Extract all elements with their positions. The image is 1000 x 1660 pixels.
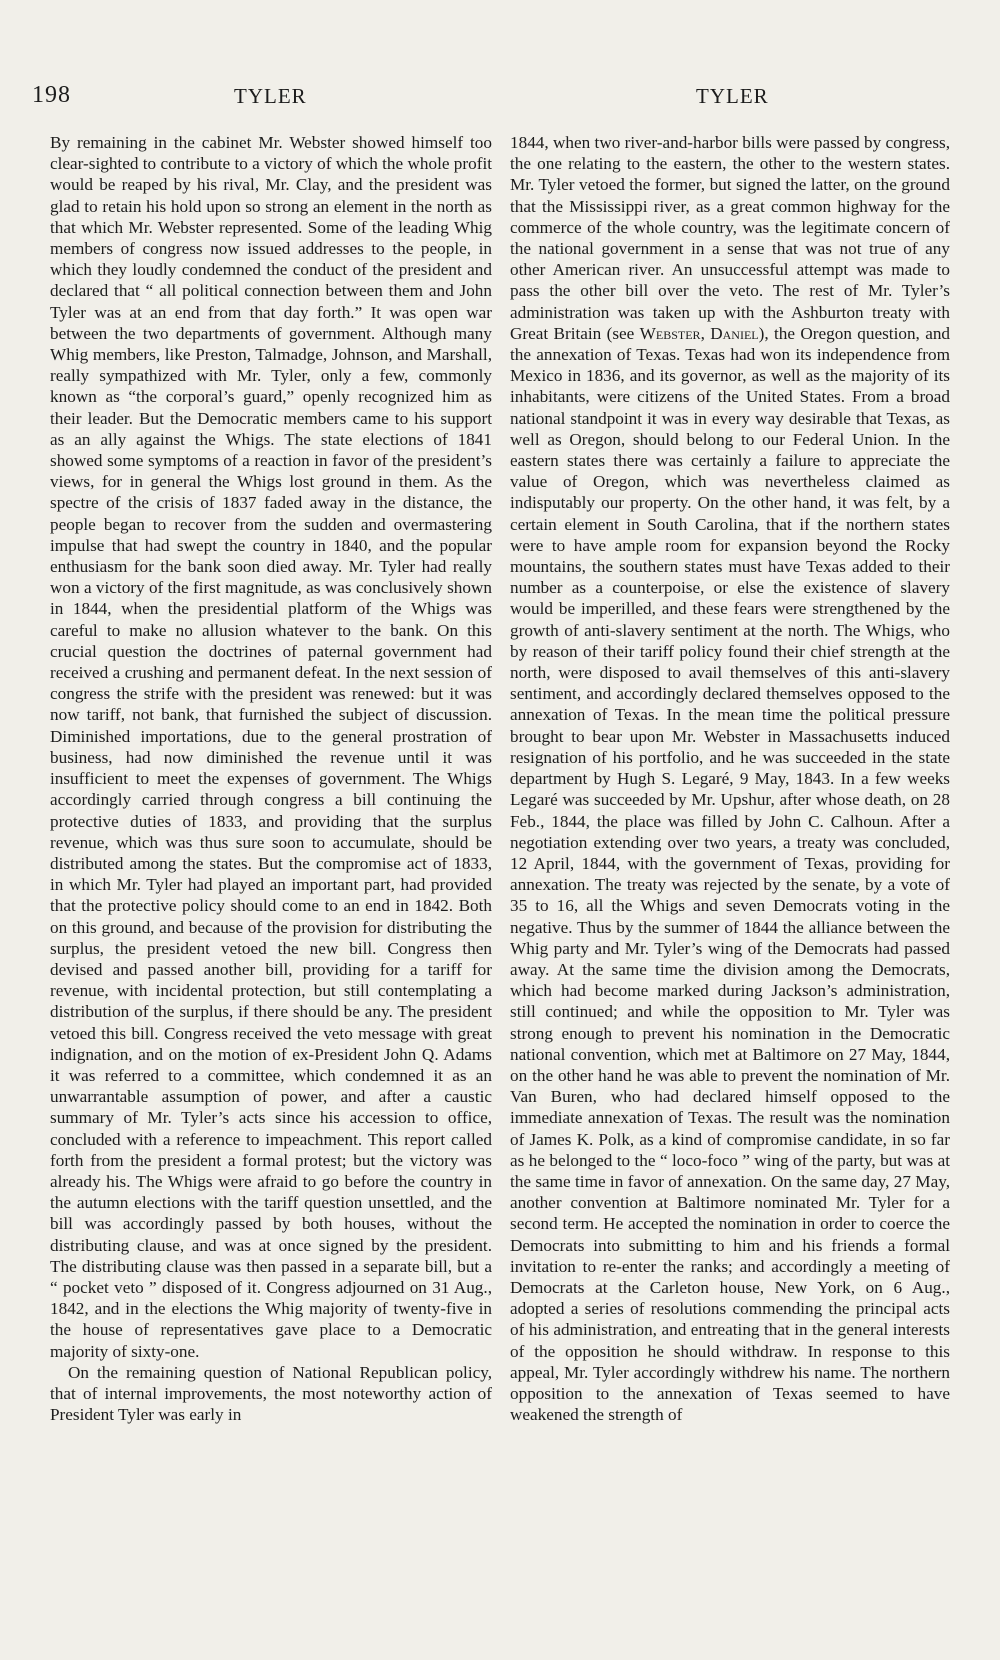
right-paragraph (510, 132, 950, 1425)
right-column (510, 132, 950, 1425)
cross-reference-webster: Webster, Daniel (639, 323, 759, 343)
page-number: 198 (32, 82, 71, 108)
left-paragraph-1: By remaining in the cabinet Mr. Webster showed himself too clear-sighted to contribute to a victory of which the whole profit would be reaped by his rival, Mr. Clay, and the president was glad to retain his hold upon so strong an element in the north as that which Mr. Webster represented. Some of the leading Whig members of congress now issued addresses to the people, in which they loudly condemned the conduct of the president and declared that “ all political connection between them and John Tyler was at an end from that day forth.” It was open war between the two departments of government. Although many Whig members, like Preston, Talmadge, Johnson, and Marshall, really sympathized with Mr. Tyler, only a few, commonly known as “the corporal’s guard,” openly recognized him as their leader. But the Democratic members came to his support as an ally against the Whigs. The state elections of 1841 showed some symptoms of a reaction in favor of the president’s views, for in general the Whigs lost ground in them. As the spectre of the crisis of 1837 faded away in the distance, the people began to recover from the sudden and overmastering impulse that had swept the country in 1840, and the popular enthusiasm for the bank soon died away. Mr. Tyler had really won a victory of the first magnitude, as was conclusively shown in 1844, when the presidential platform of the Whigs was careful to make no allusion whatever to the bank. On this crucial question the doctrines of paternal government had received a crushing and permanent defeat. In the next session of congress the strife with the president was renewed: but it was now tariff, not bank, that furnished the subject of discussion. Diminished importations, due to the general prostration of business, had now diminished the revenue until it was insufficient to meet the expenses of government. The Whigs accordingly carried through congress a bill continuing the protective duties of 1833, and providing that the surplus revenue, which was thus sure soon to accumulate, should be distributed among the states. But the compromise act of 1833, in which Mr. Tyler had played an important part, had provided that the protective policy should come to an end in 1842. Both on this ground, and because of the provision for distributing the surplus, the president vetoed the new bill. Congress then devised and passed another bill, providing for a tariff for revenue, with incidental protection, but still contemplating a distribution of the surplus, if there should be any. The president vetoed this bill. Congress received the veto message with great indignation, and on the motion of ex-President John Q. Adams it was referred to a committee, which condemned it as an unwarrantable assumption of power, and after a caustic summary of Mr. Tyler’s acts since his accession to office, concluded with a reference to impeachment. This report called forth from the president a formal protest; but the victory was already his. The Whigs were afraid to go before the country in the autumn elections with the tariff question unsettled, and the bill was accordingly passed by both houses, without the distributing clause, and was at once signed by the president. The distributing clause was then passed in a separate bill, but a “ pocket veto ” disposed of it. Congress adjourned on 31 Aug., 1842, and in the elections the Whig majority of twenty-five in the house of representatives gave place to a Democratic majority of sixty-one. (50, 133, 492, 1361)
left-column (50, 132, 492, 1425)
running-head-right: TYLER (696, 84, 769, 108)
right-text-after-reference: ), the Oregon question, and the annexation of Texas. Texas had won its independence from Mexico in 1836, and its governor, as well as the majority of its inhabitants, were citizens of the United States. From a broad national standpoint it was in every way desirable that Texas, as well as Oregon, should belong to our Federal Union. In the eastern states there was certainly a failure to appreciate the value of Oregon, which was nevertheless claimed as indisputably our property. On the other hand, it was felt, by a certain element in South Carolina, that if the northern states were to have ample room for expansion beyond the Rocky mountains, the southern states must have Texas added to their number as a counterpoise, or else the existence of slavery would be imperilled, and these fears were strengthened by the growth of anti-slavery sentiment at the north. The Whigs, who by reason of their tariff policy found their chief strength at the north, were disposed to avail themselves of this anti-slavery sentiment, and accordingly declared themselves opposed to the annexation of Texas. In the mean time the political pressure brought to bear upon Mr. Webster in Massachusetts induced resignation of his portfolio, and he was succeeded in the state department by Hugh S. Legaré, 9 May, 1843. In a few weeks Legaré was succeeded by Mr. Upshur, after whose death, on 28 Feb., 1844, the place was filled by John C. Calhoun. After a negotiation extending over two years, a treaty was concluded, 12 April, 1844, with the government of Texas, providing for annexation. The treaty was rejected by the senate, by a vote of 35 to 16, all the Whigs and seven Democrats voting in the negative. Thus by the summer of 1844 the alliance between the Whig party and Mr. Tyler’s wing of the Democrats had passed away. At the same time the division among the Democrats, which had become marked during Jackson’s administration, still continued; and while the opposition to Mr. Tyler was strong enough to prevent his nomination in the Democratic national convention, which met at Baltimore on 27 May, 1844, on the other hand he was able to prevent the nomination of Mr. Van Buren, who had declared himself opposed to the immediate annexation of Texas. The result was the nomination of James K. Polk, as a kind of compromise candidate, in so far as he belonged to the “ loco-foco ” wing of the party, but was at the same time in favor of annexation. On the same day, 27 May, another convention at Baltimore nominated Mr. Tyler for a second term. He accepted the nomination in order to coerce the Democrats into submitting to him and his friends a formal invitation to re-enter the ranks; and accordingly a meeting of Democrats at the Carleton house, New York, on 6 Aug., adopted a series of resolutions commending the principal acts of his administration, and entreating that in the general interests of the opposition he should withdraw. In response to this appeal, Mr. Tyler accordingly withdrew his name. The northern opposition to the annexation of Texas seemed to have weakened the strength of (510, 323, 951, 1425)
running-head-left: TYLER (234, 84, 307, 108)
left-paragraph-2: On the remaining question of National Republican policy, that of internal improvements, the most noteworthy action of President Tyler was early in (50, 1362, 492, 1425)
right-text-before-reference: 1844, when two river-and-harbor bills were passed by congress, the one relating to the eastern, the other to the western states. Mr. Tyler vetoed the former, but signed the latter, on the ground that the Mississippi river, as a great common highway for the commerce of the whole country, was the legitimate concern of the national government in a sense that was not true of any other American river. An unsuccessful attempt was made to pass the other bill over the veto. The rest of Mr. Tyler’s administration was taken up with the Ashburton treaty with Great Britain (see (510, 133, 950, 343)
